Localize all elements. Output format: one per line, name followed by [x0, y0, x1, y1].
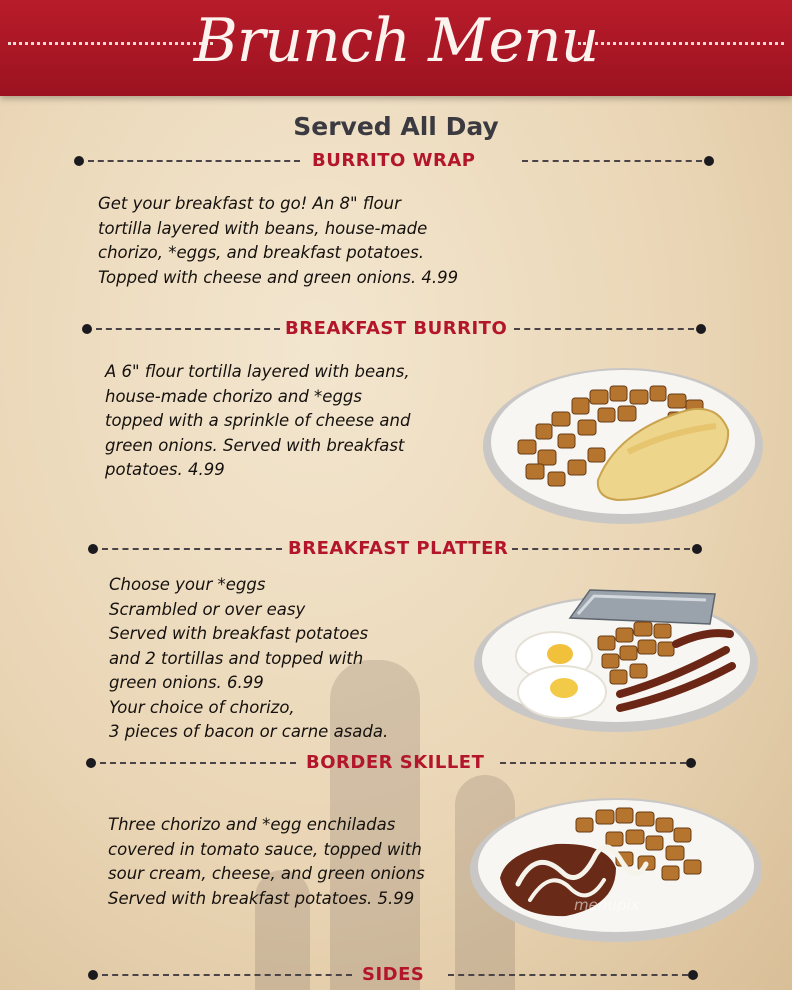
dashed-rule	[100, 762, 296, 764]
description-line: sour cream, cheese, and green onions	[108, 864, 425, 883]
bullet-dot	[686, 758, 696, 768]
bullet-dot	[74, 156, 84, 166]
dashed-rule	[512, 548, 690, 550]
dashed-rule	[88, 160, 300, 162]
description-border-skillet	[108, 813, 425, 911]
description-line: topped with a sprinkle of cheese and	[105, 411, 411, 430]
description-line: Get your breakfast to go! An 8" flour	[98, 194, 401, 213]
description-line: Served with breakfast potatoes. 5.99	[108, 888, 415, 908]
bullet-dot	[88, 970, 98, 980]
description-line: house-made chorizo and *eggs	[105, 386, 362, 406]
bullet-dot	[704, 156, 714, 166]
description-line: green onions. Served with breakfast	[105, 435, 405, 455]
section-header-breakfast-burrito	[82, 320, 712, 340]
dashed-rule	[514, 328, 694, 330]
section-title: BURRITO WRAP	[312, 150, 476, 171]
description-line: chorizo, *eggs, and breakfast potatoes.	[98, 243, 424, 262]
bullet-dot	[86, 758, 96, 768]
menu-title: Brunch Menu	[193, 6, 599, 76]
description-breakfast-platter	[109, 573, 388, 745]
description-line: tortilla layered with beans, house-made	[98, 218, 428, 238]
bullet-dot	[696, 324, 706, 334]
section-title: BORDER SKILLET	[306, 752, 485, 773]
dashed-rule	[96, 328, 280, 330]
description-line: Choose your *eggs	[109, 575, 266, 594]
border-skillet-photo	[466, 788, 766, 946]
section-header-sides	[88, 966, 704, 986]
description-burrito-wrap	[98, 192, 458, 290]
description-line: covered in tomato sauce, topped with	[108, 839, 422, 859]
description-line: Scrambled or over easy	[109, 599, 306, 619]
description-line: A 6" flour tortilla layered with beans,	[105, 362, 410, 381]
bullet-dot	[82, 324, 92, 334]
section-header-burrito-wrap	[74, 152, 714, 172]
dashed-rule	[448, 974, 688, 976]
dashed-rule	[500, 762, 686, 764]
description-line: Served with breakfast potatoes	[109, 624, 369, 643]
dashed-rule	[102, 548, 282, 550]
section-title: SIDES	[362, 964, 425, 985]
breakfast-platter-photo	[470, 584, 762, 734]
description-line: potatoes. 4.99	[105, 460, 225, 479]
description-line: 3 pieces of bacon or carne asada.	[109, 722, 389, 741]
section-header-breakfast-platter	[88, 540, 708, 560]
watermark: menupix	[574, 896, 640, 914]
description-breakfast-burrito	[105, 360, 410, 483]
section-header-border-skillet	[86, 754, 702, 774]
bullet-dot	[88, 544, 98, 554]
breakfast-burrito-photo	[478, 360, 768, 528]
served-all-day-subtitle: Served All Day	[293, 112, 499, 141]
bullet-dot	[688, 970, 698, 980]
description-line: Three chorizo and *egg enchiladas	[108, 815, 396, 834]
section-title: BREAKFAST PLATTER	[288, 538, 509, 559]
description-line: Topped with cheese and green onions. 4.99	[98, 267, 459, 287]
description-line: Your choice of chorizo,	[109, 697, 295, 717]
description-line: and 2 tortillas and topped with	[109, 648, 364, 668]
dashed-rule	[102, 974, 352, 976]
dashed-rule	[522, 160, 702, 162]
header-banner	[0, 0, 792, 96]
section-title: BREAKFAST BURRITO	[285, 318, 508, 339]
bullet-dot	[692, 544, 702, 554]
description-line: green onions. 6.99	[109, 673, 264, 692]
